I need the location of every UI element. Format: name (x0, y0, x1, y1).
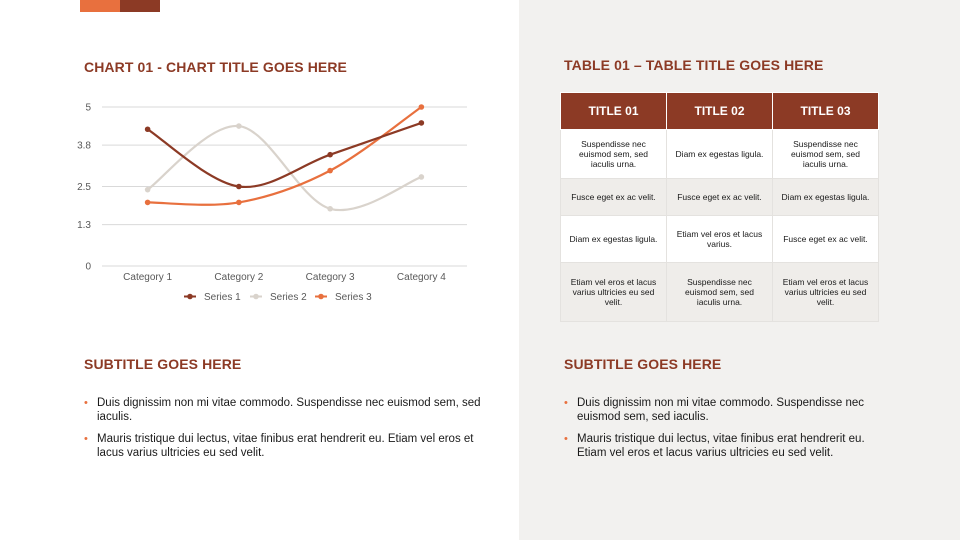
y-tick-label: 2.5 (77, 182, 91, 193)
right-bullet-list (564, 396, 874, 468)
table-header-cell: TITLE 01 (561, 93, 667, 130)
x-tick-label: Category 2 (214, 272, 264, 283)
table-cell: Etiam vel eros et lacus varius ultricies eu sed velit. (561, 263, 667, 322)
legend-label: Series 1 (204, 292, 241, 303)
table-cell: Etiam vel eros et lacus varius. (667, 216, 773, 263)
left-subtitle: SUBTITLE GOES HERE (84, 356, 242, 372)
data-table (560, 92, 879, 322)
bullet-item: • Mauris tristique dui lectus, vitae finibus erat hendrerit eu. Etiam vel eros et lacus varius ultricies eu sed velit. (84, 432, 484, 460)
legend-marker (187, 294, 193, 300)
table-cell: Fusce eget ex ac velit. (667, 179, 773, 216)
table-cell: Suspendisse nec euismod sem, sed iaculis urna. (667, 263, 773, 322)
x-tick-label: Category 3 (305, 272, 355, 283)
table-title: TABLE 01 – TABLE TITLE GOES HERE (564, 57, 824, 73)
table-cell: Diam ex egestas ligula. (773, 179, 879, 216)
table-header-cell: TITLE 02 (667, 93, 773, 130)
table-cell: Suspendisse nec euismod sem, sed iaculis urna. (561, 130, 667, 179)
x-tick-label: Category 1 (123, 272, 173, 283)
table-row (561, 263, 879, 322)
legend-marker (318, 294, 324, 300)
table-row (561, 130, 879, 179)
data-point (145, 187, 151, 193)
data-point (419, 174, 425, 180)
legend-label: Series 2 (270, 292, 307, 303)
y-tick-label: 5 (85, 102, 91, 114)
accent-bar-orange (80, 0, 120, 12)
data-point (327, 206, 333, 212)
legend-marker (253, 294, 259, 300)
data-point (236, 123, 242, 129)
right-subtitle: SUBTITLE GOES HERE (564, 356, 722, 372)
table-row (561, 179, 879, 216)
series-line-1 (148, 123, 422, 187)
data-point (145, 200, 151, 206)
data-point (236, 200, 242, 206)
line-chart (60, 90, 480, 315)
legend-label: Series 3 (335, 292, 372, 303)
x-tick-label: Category 4 (396, 272, 446, 283)
data-point (327, 168, 333, 174)
y-tick-label: 0 (85, 261, 91, 273)
bullet-item: • Duis dignissim non mi vitae commodo. Suspendisse nec euismod sem, sed iaculis. (564, 396, 874, 424)
data-point (419, 104, 425, 110)
table-cell: Etiam vel eros et lacus varius ultricies eu sed velit. (773, 263, 879, 322)
table-row (561, 216, 879, 263)
series-line-3 (148, 107, 422, 205)
y-tick-label: 1.3 (77, 220, 91, 232)
left-bullet-list (84, 396, 484, 468)
accent-bar-brown (120, 0, 160, 12)
chart-title: CHART 01 - CHART TITLE GOES HERE (84, 59, 347, 75)
data-point (236, 184, 242, 190)
table-header-row (561, 93, 879, 130)
data-point (145, 126, 151, 132)
data-point (419, 120, 425, 126)
table-cell: Diam ex egestas ligula. (561, 216, 667, 263)
table-cell: Fusce eget ex ac velit. (773, 216, 879, 263)
table-cell: Fusce eget ex ac velit. (561, 179, 667, 216)
y-tick-label: 3.8 (77, 140, 91, 152)
table-header-cell: TITLE 03 (773, 93, 879, 130)
bullet-item: • Mauris tristique dui lectus, vitae finibus erat hendrerit eu. Etiam vel eros et lacus varius ultricies eu sed velit. (564, 432, 874, 460)
data-point (327, 152, 333, 158)
table-cell: Suspendisse nec euismod sem, sed iaculis urna. (773, 130, 879, 179)
table-cell: Diam ex egestas ligula. (667, 130, 773, 179)
bullet-item: • Duis dignissim non mi vitae commodo. Suspendisse nec euismod sem, sed iaculis. (84, 396, 484, 424)
